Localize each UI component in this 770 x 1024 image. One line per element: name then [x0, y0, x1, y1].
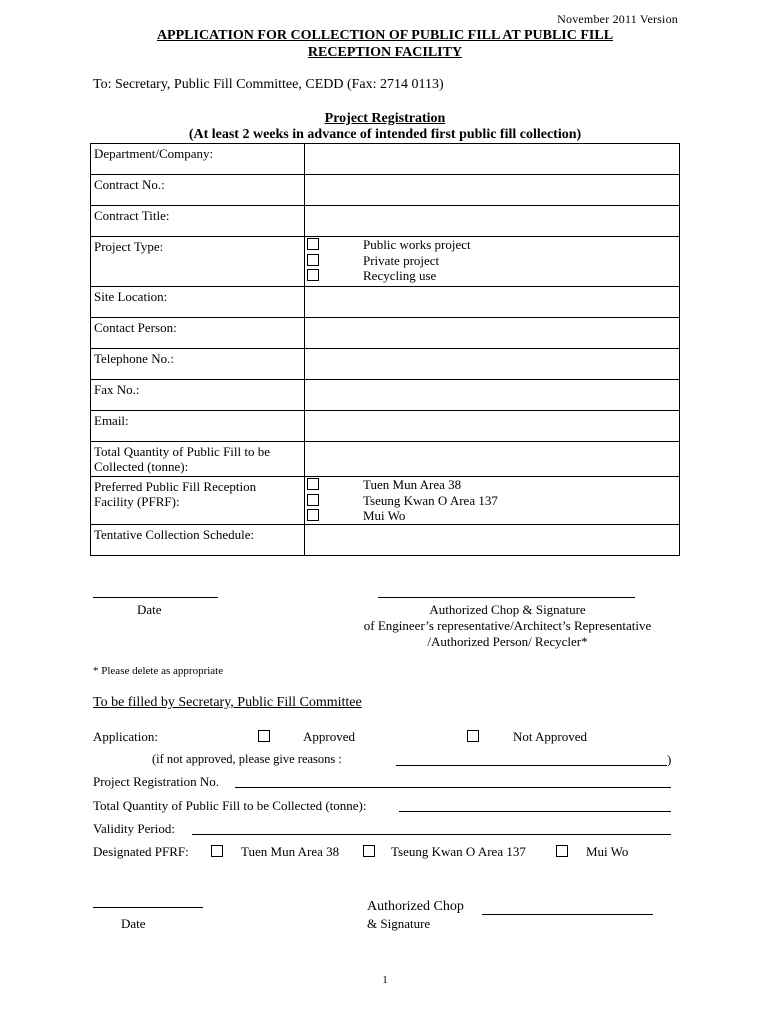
reasons-close: ) [667, 752, 672, 767]
secretary-chop-line[interactable] [482, 914, 653, 915]
department-label: Department/Company: [91, 144, 305, 175]
designated-pfrf-label: Designated PFRF: [93, 844, 189, 859]
designated-mui-wo-checkbox[interactable] [556, 845, 568, 857]
table-row [91, 349, 680, 380]
table-row [91, 442, 680, 477]
reasons-field[interactable] [396, 765, 667, 766]
contract-no-label: Contract No.: [91, 175, 305, 206]
pfrf-option [305, 508, 679, 524]
table-row [91, 175, 680, 206]
project-type-option [305, 268, 679, 284]
email-label: Email: [91, 411, 305, 442]
contract-no-field[interactable] [305, 175, 680, 206]
option-label: Mui Wo [363, 508, 406, 523]
registration-no-field[interactable] [235, 787, 671, 788]
site-location-field[interactable] [305, 287, 680, 318]
validity-period-field[interactable] [192, 834, 671, 835]
designated-mui-wo-label: Mui Wo [586, 844, 629, 859]
table-row [91, 525, 680, 556]
mui-wo-checkbox[interactable] [307, 509, 319, 521]
secretary-date-label: Date [121, 916, 146, 931]
authorized-person-label: /Authorized Person/ Recycler* [427, 634, 588, 649]
table-row [91, 411, 680, 442]
tseung-kwan-o-checkbox[interactable] [307, 494, 319, 506]
engineer-representative-label: of Engineer’s representative/Architect’s Representative [363, 618, 652, 633]
not-approved-label: Not Approved [513, 729, 588, 744]
pfrf-option [305, 493, 679, 509]
table-row [91, 206, 680, 237]
table-row [91, 477, 680, 525]
total-quantity-label-line2: Collected (tonne): [94, 459, 189, 474]
table-row [91, 287, 680, 318]
authorized-signature-line[interactable] [378, 597, 635, 598]
table-row [91, 237, 680, 287]
project-type-option [305, 237, 679, 253]
telephone-field[interactable] [305, 349, 680, 380]
tuen-mun-checkbox[interactable] [307, 478, 319, 490]
schedule-field[interactable] [305, 525, 680, 556]
project-type-label: Project Type: [91, 237, 305, 287]
option-label: Tuen Mun Area 38 [363, 477, 462, 492]
email-field[interactable] [305, 411, 680, 442]
pfrf-label-line1: Preferred Public Fill Reception [94, 479, 257, 494]
approved-checkbox[interactable] [258, 730, 270, 742]
pfrf-label [91, 477, 305, 525]
total-quantity-secretary-field[interactable] [399, 811, 671, 812]
pfrf-options [305, 477, 680, 525]
registration-subtitle: (At least 2 weeks in advance of intended first public fill collection) [188, 127, 582, 142]
table-row [91, 380, 680, 411]
option-label: Public works project [363, 237, 471, 252]
contact-person-field[interactable] [305, 318, 680, 349]
reasons-label: (if not approved, please give reasons : [152, 752, 342, 766]
option-label: Private project [363, 252, 440, 268]
authorized-chop-label: Authorized Chop & Signature [429, 602, 586, 617]
registration-table [90, 143, 680, 556]
registration-no-label: Project Registration No. [93, 774, 220, 789]
designated-tseung-kwan-o-label: Tseung Kwan O Area 137 [391, 844, 526, 859]
schedule-label: Tentative Collection Schedule: [91, 525, 305, 556]
date-signature-line[interactable] [93, 597, 218, 598]
approved-label: Approved [303, 729, 355, 744]
fax-field[interactable] [305, 380, 680, 411]
project-type-option [305, 253, 679, 269]
public-works-checkbox[interactable] [307, 238, 319, 250]
total-quantity-secretary-label: Total Quantity of Public Fill to be Collected (tonne): [93, 798, 367, 813]
validity-period-label: Validity Period: [93, 821, 175, 836]
page-number: 1 [382, 974, 388, 986]
contract-title-field[interactable] [305, 206, 680, 237]
designated-tseung-kwan-o-checkbox[interactable] [363, 845, 375, 857]
recipient-line: To: Secretary, Public Fill Committee, CEDD (Fax: 2714 0113) [93, 77, 444, 92]
table-row [91, 144, 680, 175]
private-project-checkbox[interactable] [307, 254, 319, 266]
secretary-date-line[interactable] [93, 907, 203, 908]
date-label: Date [137, 602, 162, 617]
table-row [91, 318, 680, 349]
department-field[interactable] [305, 144, 680, 175]
delete-note: * Please delete as appropriate [93, 665, 224, 677]
fax-label: Fax No.: [91, 380, 305, 411]
total-quantity-field[interactable] [305, 442, 680, 477]
total-quantity-label [91, 442, 305, 477]
telephone-label: Telephone No.: [91, 349, 305, 380]
designated-tuen-mun-label: Tuen Mun Area 38 [241, 844, 340, 859]
recycling-use-checkbox[interactable] [307, 269, 319, 281]
registration-title: Project Registration [324, 111, 446, 126]
pfrf-label-line2: Facility (PFRF): [94, 494, 180, 509]
designated-tuen-mun-checkbox[interactable] [211, 845, 223, 857]
project-type-options [305, 237, 680, 287]
secretary-signature-label: & Signature [367, 916, 431, 931]
application-label: Application: [93, 729, 158, 744]
form-title-line1: APPLICATION FOR COLLECTION OF PUBLIC FILL AT PUBLIC FILL [156, 28, 614, 43]
site-location-label: Site Location: [91, 287, 305, 318]
pfrf-option [305, 477, 679, 493]
total-quantity-label-line1: Total Quantity of Public Fill to be [94, 444, 271, 459]
contact-person-label: Contact Person: [91, 318, 305, 349]
option-label: Recycling use [363, 268, 437, 283]
version-label: November 2011 Version [557, 12, 678, 26]
not-approved-checkbox[interactable] [467, 730, 479, 742]
secretary-heading: To be filled by Secretary, Public Fill Committee [93, 695, 362, 710]
contract-title-label: Contract Title: [91, 206, 305, 237]
option-label: Tseung Kwan O Area 137 [363, 492, 498, 508]
form-title-line2: RECEPTION FACILITY [307, 45, 463, 60]
secretary-chop-label: Authorized Chop [367, 899, 464, 914]
